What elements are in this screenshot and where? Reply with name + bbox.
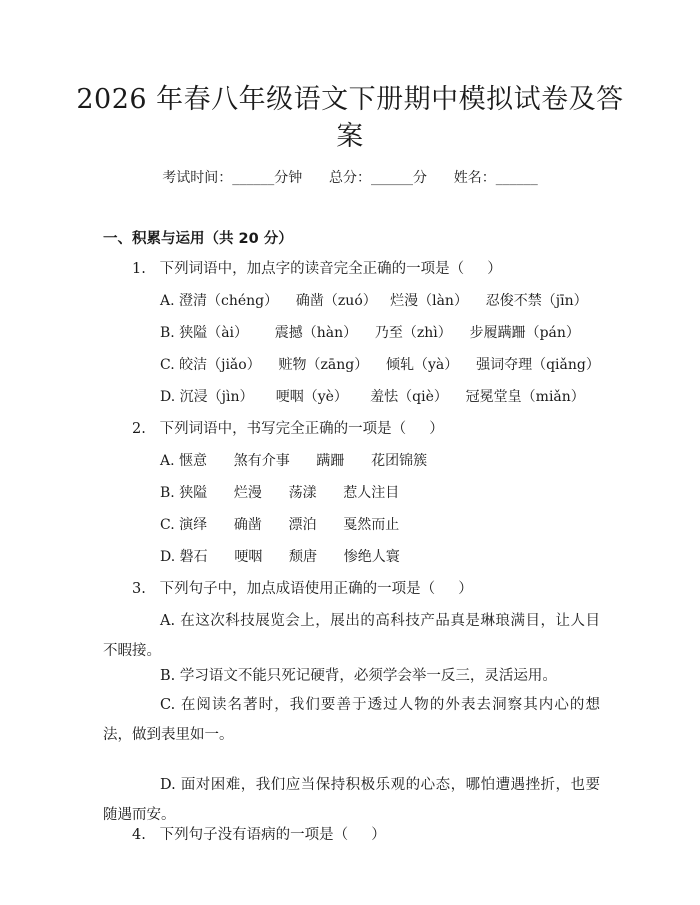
question-2-option-a: A. 惬意 煞有介事 蹒跚 花团锦簇 — [160, 453, 428, 469]
question-3-option-d: D. 面对困难，我们应当保持积极乐观的心态，哪怕遭遇挫折，也要随遇而安。 — [103, 777, 600, 823]
question-3-option-c: C. 在阅读名著时，我们要善于透过人物的外表去洞察其内心的想法，做到表里如一。 — [103, 697, 600, 743]
question-1-stem: 1. 下列词语中，加点字的读音完全正确的一项是（ ） — [132, 261, 502, 277]
question-4-stem: 4. 下列句子没有语病的一项是（ ） — [132, 827, 386, 843]
section-heading: 一、积累与运用（共 20 分） — [103, 231, 293, 247]
question-1-option-b: B. 狭隘（ài） 震撼（hàn） 乃至（zhì） 步履蹒跚（pán） — [160, 325, 580, 341]
question-3-option-a: A. 在这次科技展览会上，展出的高科技产品真是琳琅满目，让人目不暇接。 — [103, 613, 600, 659]
question-3-option-b: B. 学习语文不能只死记硬背，必须学会举一反三，灵活运用。 — [160, 668, 557, 684]
question-1-option-a: A. 澄清（chéng） 确凿（zuó） 烂漫（làn） 忍俊不禁（jīn） — [160, 293, 588, 309]
question-2-stem: 2. 下列词语中，书写完全正确的一项是（ ） — [132, 421, 444, 437]
question-2-option-d: D. 磐石 哽咽 颓唐 惨绝人寰 — [160, 549, 400, 565]
exam-title-line1: 2026 年春八年级语文下册期中模拟试卷及答 — [76, 84, 624, 115]
exam-info-line: 考试时间：______分钟 总分：______分 姓名：______ — [162, 170, 538, 186]
exam-title-line2: 案 — [336, 121, 364, 152]
question-2-option-c: C. 演绎 确凿 漂泊 戛然而止 — [160, 517, 400, 533]
question-2-option-b: B. 狭隘 烂漫 荡漾 惹人注目 — [160, 485, 400, 501]
question-1-option-d: D. 沉浸（jìn） 哽咽（yè） 羞怯（qiè） 冠冕堂皇（miǎn） — [160, 389, 585, 405]
question-3-stem: 3. 下列句子中，加点成语使用正确的一项是（ ） — [132, 581, 473, 597]
question-1-option-c: C. 皎洁（jiǎo） 赃物（zāng） 倾轧（yà） 强词夺理（qiǎng） — [160, 357, 600, 373]
